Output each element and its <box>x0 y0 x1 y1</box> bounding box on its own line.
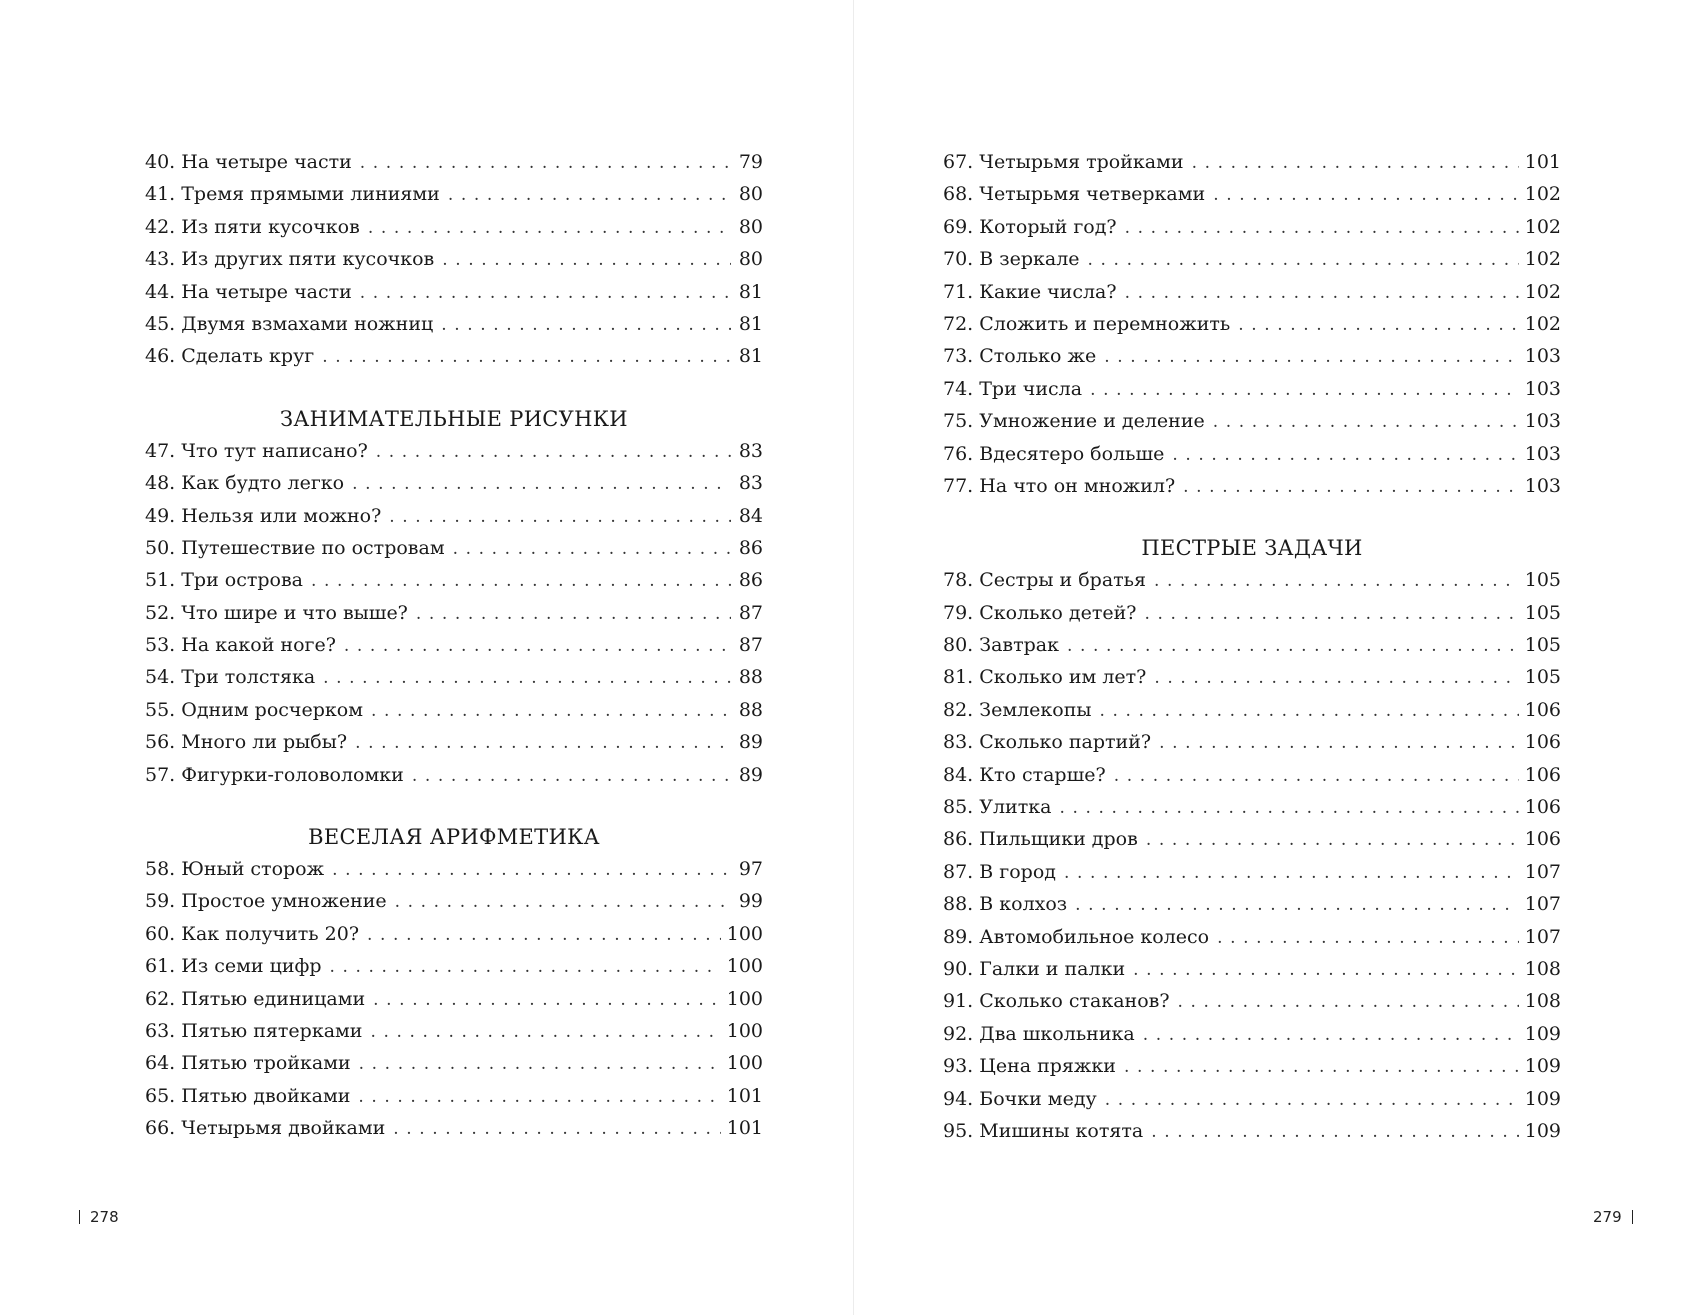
toc-entry-page: 87 <box>738 634 763 657</box>
toc-entry <box>943 597 1561 629</box>
toc-entry-title: 78. Сестры и братья <box>943 569 1146 592</box>
dot-leader <box>1192 147 1519 179</box>
toc-entry-title: 63. Пятью пятерками <box>145 1019 363 1042</box>
toc-entry-title: 94. Бочки меду <box>943 1087 1097 1110</box>
dot-leader <box>322 341 731 373</box>
toc-entry-page: 109 <box>1524 1087 1561 1110</box>
dot-leader <box>1183 471 1519 503</box>
toc-entry <box>943 211 1561 243</box>
dot-leader <box>1125 212 1519 244</box>
toc-entry <box>145 597 763 629</box>
toc-entry-page: 80 <box>738 248 763 271</box>
toc-entry <box>145 1080 763 1112</box>
toc-entry <box>145 1015 763 1047</box>
toc-entry-title: 59. Простое умножение <box>145 890 387 913</box>
toc-entry-title: 45. Двумя взмахами ножниц <box>145 312 434 335</box>
toc-entry <box>943 1115 1561 1147</box>
toc-entry <box>145 178 763 210</box>
toc-entry <box>145 340 763 372</box>
dot-leader <box>1105 1084 1519 1116</box>
dot-leader <box>1172 439 1518 471</box>
toc-entry-title: 66. Четырьмя двойками <box>145 1117 386 1140</box>
toc-entry-page: 106 <box>1524 828 1561 851</box>
toc-entry <box>145 500 763 532</box>
dot-leader <box>1090 374 1519 406</box>
dot-leader <box>1213 179 1519 211</box>
toc-entry-title: 48. Как будто легко <box>145 472 345 495</box>
toc-entry <box>943 953 1561 985</box>
toc-entry-page: 105 <box>1524 569 1561 592</box>
dot-leader <box>371 695 731 727</box>
toc-entry-title: 43. Из других пяти кусочков <box>145 248 435 271</box>
dot-leader <box>1075 889 1519 921</box>
dot-leader <box>1159 727 1519 759</box>
dot-leader <box>412 760 731 792</box>
toc-entry-page: 81 <box>738 345 763 368</box>
toc-entry <box>145 1112 763 1144</box>
toc-entry-page: 89 <box>738 731 763 754</box>
toc-entry <box>943 276 1561 308</box>
toc-entry <box>145 211 763 243</box>
toc-entry-title: 87. В город <box>943 860 1056 883</box>
toc-entry <box>145 532 763 564</box>
dot-leader <box>1088 244 1519 276</box>
dot-leader <box>1133 954 1519 986</box>
dot-leader <box>453 533 731 565</box>
toc-entry-title: 55. Одним росчерком <box>145 698 363 721</box>
toc-entry-page: 109 <box>1524 1119 1561 1142</box>
toc-entry-title: 53. На какой ноге? <box>145 634 336 657</box>
toc-entry <box>943 373 1561 405</box>
toc-entry <box>145 950 763 982</box>
dot-leader <box>344 630 731 662</box>
toc-entry-page: 89 <box>738 763 763 786</box>
toc-entry <box>943 405 1561 437</box>
folio-text: 278 <box>90 1208 119 1226</box>
dot-leader <box>368 212 731 244</box>
dot-leader <box>370 1016 720 1048</box>
toc-entry <box>943 146 1561 178</box>
toc-entry-title: 74. Три числа <box>943 377 1083 400</box>
toc-entry-title: 60. Как получить 20? <box>145 922 360 945</box>
toc-entry-title: 75. Умножение и деление <box>943 410 1205 433</box>
toc-entry <box>943 340 1561 372</box>
dot-leader <box>1146 824 1519 856</box>
toc-entry-page: 103 <box>1524 345 1561 368</box>
toc-entry-page: 106 <box>1524 763 1561 786</box>
toc-entry <box>943 985 1561 1017</box>
toc-entry <box>145 661 763 693</box>
toc-entry-page: 105 <box>1524 634 1561 657</box>
toc-entry <box>145 276 763 308</box>
folio-rule <box>79 1210 80 1224</box>
dot-leader <box>393 1113 720 1145</box>
toc-entry-title: 77. На что он множил? <box>943 474 1176 497</box>
toc-list-right <box>943 146 1561 1147</box>
toc-entry-page: 88 <box>738 666 763 689</box>
dot-leader <box>395 886 731 918</box>
toc-entry-page: 106 <box>1524 698 1561 721</box>
dot-leader <box>330 951 721 983</box>
toc-entry <box>943 791 1561 823</box>
toc-entry-title: 58. Юный сторож <box>145 858 325 881</box>
toc-entry-title: 46. Сделать круг <box>145 345 315 368</box>
toc-entry-page: 83 <box>738 472 763 495</box>
toc-entry-title: 65. Пятью двойками <box>145 1084 351 1107</box>
dot-leader <box>1124 1051 1519 1083</box>
dot-leader <box>442 244 731 276</box>
toc-entry-page: 103 <box>1524 410 1561 433</box>
dot-leader <box>1064 857 1519 889</box>
toc-entry-page: 81 <box>738 312 763 335</box>
toc-entry-title: 73. Столько же <box>943 345 1097 368</box>
toc-entry-title: 61. Из семи цифр <box>145 955 322 978</box>
dot-leader <box>416 598 731 630</box>
toc-entry <box>145 885 763 917</box>
toc-entry <box>943 694 1561 726</box>
toc-entry-page: 100 <box>726 922 763 945</box>
toc-entry <box>943 629 1561 661</box>
toc-entry-page: 107 <box>1524 860 1561 883</box>
toc-entry <box>943 726 1561 758</box>
toc-entry <box>943 1018 1561 1050</box>
toc-entry-title: 93. Цена пряжки <box>943 1055 1116 1078</box>
dot-leader <box>373 984 721 1016</box>
dot-leader <box>1178 986 1519 1018</box>
toc-entry <box>145 983 763 1015</box>
toc-entry-title: 62. Пятью единицами <box>145 987 366 1010</box>
dot-leader <box>311 565 731 597</box>
dot-leader <box>1238 309 1518 341</box>
dot-leader <box>441 309 731 341</box>
toc-entry-page: 103 <box>1524 377 1561 400</box>
dot-leader <box>360 147 731 179</box>
toc-entry-page: 107 <box>1524 893 1561 916</box>
toc-entry-title: 95. Мишины котята <box>943 1119 1144 1142</box>
toc-entry-title: 56. Много ли рыбы? <box>145 731 348 754</box>
toc-entry-page: 97 <box>738 858 763 881</box>
toc-entry-title: 64. Пятью тройками <box>145 1052 351 1075</box>
toc-entry-page: 107 <box>1524 925 1561 948</box>
toc-entry-title: 88. В колхоз <box>943 893 1068 916</box>
section-heading: ПЕСТРЫЕ ЗАДАЧИ <box>1141 536 1363 561</box>
toc-entry-page: 100 <box>726 1019 763 1042</box>
toc-entry-title: 86. Пильщики дров <box>943 828 1138 851</box>
toc-entry-page: 100 <box>726 1052 763 1075</box>
toc-entry-title: 91. Сколько стаканов? <box>943 990 1170 1013</box>
toc-entry <box>145 243 763 275</box>
toc-entry-title: 72. Сложить и перемножить <box>943 312 1231 335</box>
dot-leader <box>1144 598 1518 630</box>
toc-entry-page: 109 <box>1524 1022 1561 1045</box>
dot-leader <box>1114 760 1519 792</box>
toc-entry-title: 51. Три острова <box>145 569 304 592</box>
toc-entry-page: 105 <box>1524 601 1561 624</box>
dot-leader <box>1154 565 1519 597</box>
toc-entry <box>145 629 763 661</box>
dot-leader <box>1217 922 1519 954</box>
toc-entry <box>145 435 763 467</box>
toc-entry-title: 85. Улитка <box>943 796 1052 819</box>
toc-entry-title: 49. Нельзя или можно? <box>145 504 382 527</box>
folio-rule <box>1632 1210 1633 1224</box>
toc-entry <box>145 564 763 596</box>
toc-entry <box>943 759 1561 791</box>
toc-entry-page: 101 <box>726 1084 763 1107</box>
dot-leader <box>1151 1116 1519 1148</box>
toc-entry-page: 102 <box>1524 215 1561 238</box>
toc-entry-page: 103 <box>1524 474 1561 497</box>
section-heading: ВЕСЕЛАЯ АРИФМЕТИКА <box>308 825 600 850</box>
toc-entry-page: 83 <box>738 439 763 462</box>
toc-entry-title: 54. Три толстяка <box>145 666 316 689</box>
toc-entry <box>943 823 1561 855</box>
dot-leader <box>360 277 731 309</box>
toc-entry-page: 103 <box>1524 442 1561 465</box>
toc-entry <box>943 1083 1561 1115</box>
toc-entry-page: 101 <box>726 1117 763 1140</box>
toc-entry <box>943 1050 1561 1082</box>
dot-leader <box>1104 341 1519 373</box>
toc-entry-page: 88 <box>738 698 763 721</box>
dot-leader <box>376 436 731 468</box>
toc-entry-page: 108 <box>1524 957 1561 980</box>
toc-entry-title: 42. Из пяти кусочков <box>145 215 360 238</box>
dot-leader <box>323 662 731 694</box>
toc-entry-page: 102 <box>1524 312 1561 335</box>
toc-entry-title: 84. Кто старше? <box>943 763 1106 786</box>
toc-entry-page: 100 <box>726 987 763 1010</box>
dot-leader <box>1154 662 1518 694</box>
toc-entry-title: 90. Галки и палки <box>943 957 1126 980</box>
toc-entry-page: 87 <box>738 601 763 624</box>
toc-entry-page: 102 <box>1524 280 1561 303</box>
toc-entry-page: 86 <box>738 536 763 559</box>
toc-entry-page: 99 <box>738 890 763 913</box>
toc-entry-page: 79 <box>738 151 763 173</box>
page-number-right <box>1593 1208 1633 1226</box>
toc-entry-page: 106 <box>1524 731 1561 754</box>
toc-entry <box>145 726 763 758</box>
toc-entry <box>943 470 1561 502</box>
dot-leader <box>1125 277 1519 309</box>
section-heading: ЗАНИМАТЕЛЬНЫЕ РИСУНКИ <box>280 406 628 431</box>
dot-leader <box>358 1081 720 1113</box>
toc-entry-title: 70. В зеркале <box>943 248 1080 271</box>
toc-entry <box>145 1047 763 1079</box>
toc-entry <box>943 178 1561 210</box>
toc-entry-title: 76. Вдесятеро больше <box>943 442 1165 465</box>
toc-entry-title: 41. Тремя прямыми линиями <box>145 183 440 206</box>
toc-entry-title: 44. На четыре части <box>145 280 352 303</box>
toc-entry-title: 69. Который год? <box>943 215 1117 238</box>
toc-entry-page: 84 <box>738 504 763 527</box>
dot-leader <box>1143 1019 1519 1051</box>
toc-entry-title: 50. Путешествие по островам <box>145 536 445 559</box>
left-page <box>0 0 850 1315</box>
dot-leader <box>1059 792 1518 824</box>
dot-leader <box>1100 695 1519 727</box>
dot-leader <box>332 854 731 886</box>
toc-entry-title: 79. Сколько детей? <box>943 601 1137 624</box>
toc-entry <box>943 243 1561 275</box>
toc-entry <box>943 308 1561 340</box>
toc-entry-page: 102 <box>1524 183 1561 206</box>
dot-leader <box>352 468 731 500</box>
toc-entry-title: 40. На четыре части <box>145 151 352 173</box>
toc-entry-page: 108 <box>1524 990 1561 1013</box>
toc-entry-page: 105 <box>1524 666 1561 689</box>
toc-entry <box>943 564 1561 596</box>
toc-entry-title: 92. Два школьника <box>943 1022 1135 1045</box>
right-page <box>851 0 1701 1315</box>
toc-entry-title: 82. Землекопы <box>943 698 1092 721</box>
toc-entry <box>145 918 763 950</box>
dot-leader <box>355 727 731 759</box>
toc-entry-title: 47. Что тут написано? <box>145 439 368 462</box>
toc-entry <box>943 661 1561 693</box>
toc-entry <box>145 694 763 726</box>
dot-leader <box>359 1048 721 1080</box>
toc-list-left <box>145 146 763 1145</box>
dot-leader <box>367 919 721 951</box>
toc-entry <box>943 921 1561 953</box>
page-number-left <box>79 1208 119 1226</box>
toc-entry-title: 81. Сколько им лет? <box>943 666 1147 689</box>
toc-entry <box>943 856 1561 888</box>
toc-entry-title: 52. Что шире и что выше? <box>145 601 408 624</box>
toc-entry-page: 106 <box>1524 796 1561 819</box>
toc-entry <box>145 759 763 791</box>
toc-entry-page: 101 <box>1524 151 1561 173</box>
toc-entry-title: 57. Фигурки-головоломки <box>145 763 404 786</box>
toc-entry-page: 80 <box>738 183 763 206</box>
dot-leader <box>1067 630 1519 662</box>
toc-entry-page: 109 <box>1524 1055 1561 1078</box>
dot-leader <box>389 501 731 533</box>
toc-entry-page: 81 <box>738 280 763 303</box>
folio-text: 279 <box>1593 1208 1622 1226</box>
toc-entry-page: 100 <box>726 955 763 978</box>
toc-entry <box>145 308 763 340</box>
toc-entry-title: 68. Четырьмя четверками <box>943 183 1206 206</box>
toc-entry <box>145 146 763 178</box>
toc-entry <box>943 438 1561 470</box>
toc-entry-title: 83. Сколько партий? <box>943 731 1152 754</box>
toc-entry-page: 86 <box>738 569 763 592</box>
toc-entry <box>145 853 763 885</box>
toc-entry <box>145 467 763 499</box>
toc-entry-page: 80 <box>738 215 763 238</box>
toc-entry-title: 80. Завтрак <box>943 634 1059 657</box>
dot-leader <box>448 179 731 211</box>
toc-entry-title: 67. Четырьмя тройками <box>943 151 1184 173</box>
toc-entry-title: 71. Какие числа? <box>943 280 1117 303</box>
toc-entry-title: 89. Автомобильное колесо <box>943 925 1210 948</box>
dot-leader <box>1213 406 1519 438</box>
toc-entry <box>943 888 1561 920</box>
toc-entry-page: 102 <box>1524 248 1561 271</box>
